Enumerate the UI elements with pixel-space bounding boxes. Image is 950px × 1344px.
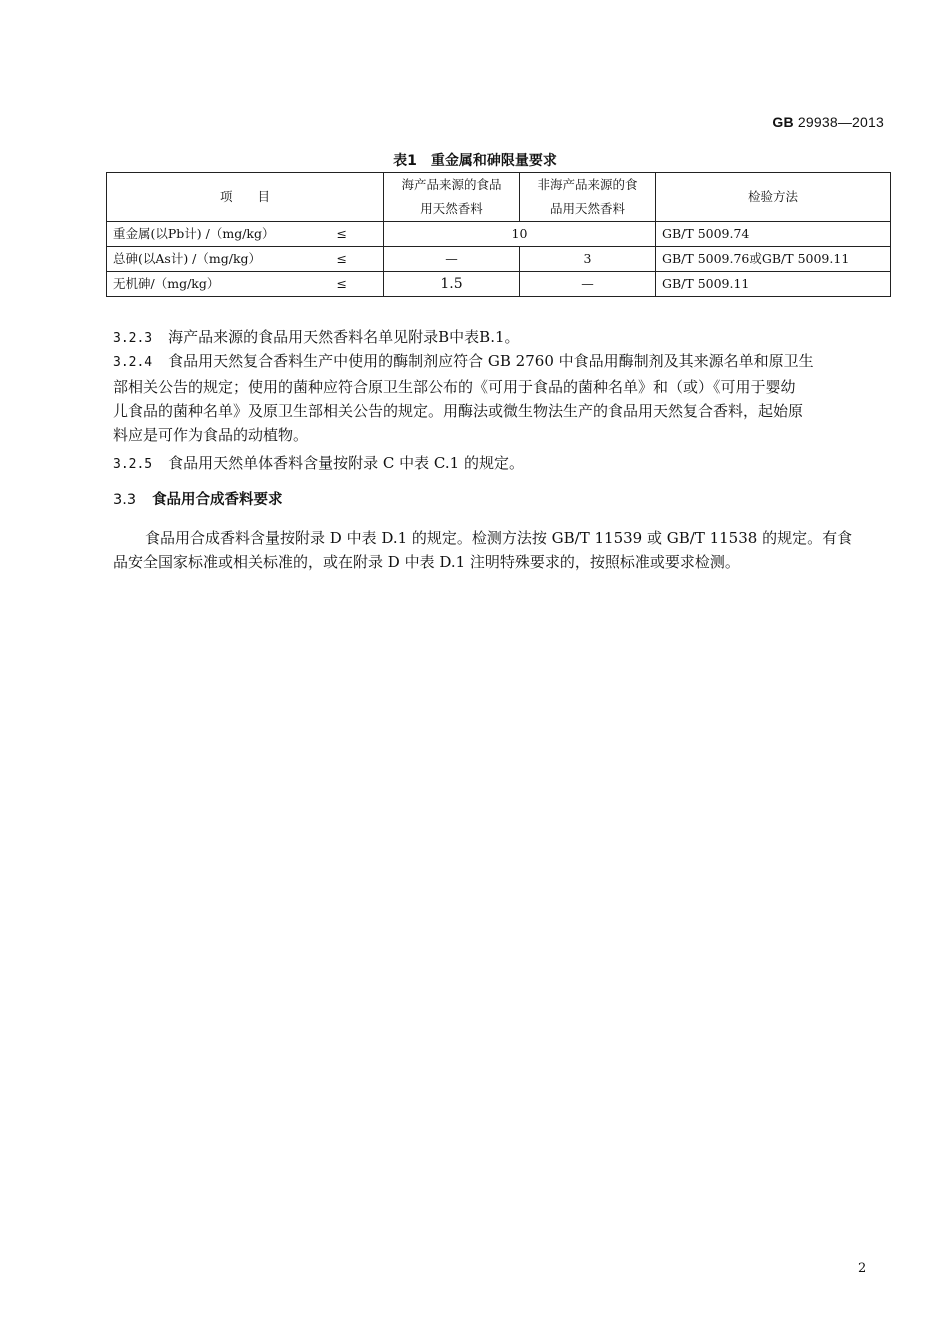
- non-seafood-limit-value: 3: [520, 247, 656, 272]
- section-3-3-body: [113, 526, 883, 574]
- row-item: [107, 247, 384, 272]
- page-number: 2: [858, 1261, 867, 1276]
- table-row: [107, 247, 891, 272]
- clause-text-line: 料应是可作为食品的动植物。: [113, 426, 309, 444]
- seafood-limit-value: —: [384, 247, 520, 272]
- clause-text-line: 儿食品的菌种名单》及原卫生部相关公告的规定。用酶法或微生物法生产的食品用天然复合香料，起始原: [113, 402, 804, 420]
- body-text-line: 食品用合成香料含量按附录 D 中表 D.1 的规定。检测方法按 GB/T 11539 或 GB/T 11538 的规定。有食: [145, 529, 853, 547]
- section-title: 食品用合成香料要求: [152, 492, 283, 508]
- section-number: 3.3: [113, 492, 137, 508]
- clause-3-2-3: [113, 325, 883, 351]
- table-row: [107, 272, 891, 297]
- clause-number: 3.2.4: [113, 355, 153, 370]
- test-method: GB/T 5009.11: [656, 272, 891, 297]
- clause-number: 3.2.3: [113, 331, 153, 346]
- clause-text-line: 食品用天然复合香料生产中使用的酶制剂应符合 GB 2760 中食品用酶制剂及其来源名单和原卫生: [168, 352, 814, 370]
- clause-text: 海产品来源的食品用天然香料名单见附录B中表B.1。: [168, 328, 520, 346]
- header-item: 项 目: [107, 173, 384, 222]
- table-row: [107, 222, 891, 247]
- table-header-row: [107, 173, 891, 222]
- test-method: GB/T 5009.74: [656, 222, 891, 247]
- header-seafood-source: 海产品来源的食品 用天然香料: [384, 173, 520, 222]
- clause-number: 3.2.5: [113, 457, 153, 472]
- merged-limit-value: 10: [384, 222, 656, 247]
- clause-text-line: 部相关公告的规定；使用的菌种应符合原卫生部公布的《可用于食品的菌种名单》和（或）《可用于婴幼: [113, 378, 796, 396]
- seafood-limit-value: 1.5: [384, 272, 520, 297]
- header-non-seafood-source: 非海产品来源的食 品用天然香料: [520, 173, 656, 222]
- le-symbol: ≤: [336, 251, 347, 266]
- item-label: 总砷(以As计) /（mg/kg）: [113, 251, 262, 266]
- heavy-metal-limits-table: [106, 172, 891, 297]
- row-item: [107, 272, 384, 297]
- clause-3-2-5: [113, 451, 883, 477]
- le-symbol: ≤: [336, 226, 347, 241]
- standard-prefix: GB: [772, 114, 794, 130]
- clause-text: 食品用天然单体香料含量按附录 C 中表 C.1 的规定。: [168, 454, 524, 472]
- clause-3-2-4: [113, 349, 883, 447]
- section-3-3-heading: [113, 488, 883, 512]
- standard-number-header: [772, 114, 884, 130]
- body-text-line: 品安全国家标准或相关标准的，或在附录 D 中表 D.1 注明特殊要求的，按照标准或要求检测。: [113, 553, 740, 571]
- header-test-method: 检验方法: [656, 173, 891, 222]
- item-label: 无机砷/（mg/kg）: [113, 276, 220, 291]
- item-label: 重金属(以Pb计) /（mg/kg）: [113, 226, 275, 241]
- non-seafood-limit-value: —: [520, 272, 656, 297]
- standard-number: 29938—2013: [797, 114, 884, 130]
- row-item: [107, 222, 384, 247]
- le-symbol: ≤: [336, 276, 347, 291]
- test-method: GB/T 5009.76或GB/T 5009.11: [656, 247, 891, 272]
- table-caption: 表1 重金属和砷限量要求: [393, 153, 557, 169]
